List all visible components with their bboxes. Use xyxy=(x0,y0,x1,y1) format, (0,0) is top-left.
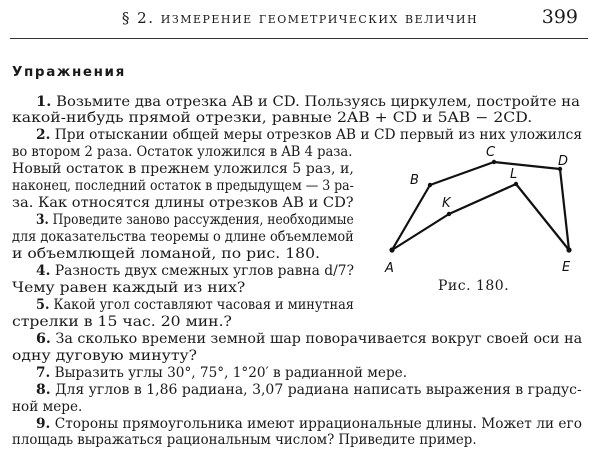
exercise-line-text: наконец, последний остаток в предыдущем — 3 ра- xyxy=(12,178,354,194)
point-e xyxy=(566,247,571,252)
exercise-line-text: Выразить углы 30°, 75°, 1°20′ в радианной мере. xyxy=(50,365,408,381)
exercise-number: 8. xyxy=(36,382,51,398)
exercise-number: 1. xyxy=(36,94,52,110)
label-b: B xyxy=(410,173,419,188)
exercise-number: 6. xyxy=(36,331,51,347)
exercise-line-text: и объемлющей ломаной, по рис. 180. xyxy=(12,246,321,262)
exercise-line xyxy=(36,365,407,382)
label-a: A xyxy=(385,261,394,276)
exercise-number: 4. xyxy=(36,263,51,279)
exercise-line-text: Проведите заново рассуждения, необходимые xyxy=(48,212,354,228)
exercise-line-text: одну дуговую минуту? xyxy=(12,348,198,364)
figure-caption: Рис. 180. xyxy=(438,278,510,294)
exercise-number: 5. xyxy=(36,297,50,313)
exercise-line-text: Новый остаток в прежнем уложился 5 раз, и, xyxy=(12,161,354,177)
exercise-line xyxy=(12,161,354,178)
exercise-number: 7. xyxy=(36,365,51,381)
exercise-line-text: во втором 2 раза. Остаток уложился в AB 4 раза. xyxy=(12,144,353,160)
exercise-line xyxy=(36,382,582,399)
exercise-line xyxy=(12,348,197,365)
point-a xyxy=(389,247,394,252)
exercise-number: 3. xyxy=(36,212,49,228)
exercises-heading: Упражнения xyxy=(12,64,126,80)
exercise-line-text: ной мере. xyxy=(12,399,83,415)
exercise-line xyxy=(12,178,354,195)
exercise-line xyxy=(12,432,477,449)
exercise-line xyxy=(12,144,352,161)
exercise-line xyxy=(12,399,82,416)
exercise-line-text: При отыскании общей меры отрезков AB и CD первый из них уложился xyxy=(50,127,583,143)
section-title: § 2. измерение геометрических величин xyxy=(121,9,479,27)
page-number: 399 xyxy=(541,6,578,28)
exercise-number: 2. xyxy=(36,127,51,143)
exercise-line xyxy=(12,314,232,331)
point-l xyxy=(514,182,518,186)
exercise-line-text: За сколько времени земной шар поворачивается вокруг своей оси на xyxy=(50,331,583,347)
exercise-line-text: Какой угол составляют часовая и минутная xyxy=(49,297,354,313)
point-c xyxy=(492,160,496,164)
exercise-line xyxy=(12,246,320,263)
exercise-line xyxy=(36,212,354,229)
exercise-line xyxy=(12,280,245,297)
exercise-line-text: за. Как относятся длины отрезков AB и CD? xyxy=(12,195,354,211)
exercise-line-text: Чему равен каждый из них? xyxy=(12,280,246,296)
exercise-line xyxy=(12,110,532,127)
inner-broken-line xyxy=(392,184,569,250)
exercise-line-text: для доказательства теоремы о длине объемлемой xyxy=(12,229,354,245)
point-b xyxy=(428,183,432,187)
label-d: D xyxy=(558,154,569,169)
exercise-line-text: Возьмите два отрезка AB и CD. Пользуясь циркулем, постройте на xyxy=(51,94,580,110)
figure-180-broken-lines xyxy=(372,132,592,282)
label-c: C xyxy=(486,145,496,160)
header-rule xyxy=(10,38,588,39)
exercise-line-text: Для углов в 1,86 радиана, 3,07 радиана написать выражения в градус- xyxy=(50,382,582,398)
exercise-line-text: площадь выражаться рациональным числом? Приведите пример. xyxy=(12,432,477,448)
exercise-line-text: Стороны прямоугольника имеют иррациональные длины. Может ли его xyxy=(50,416,582,432)
exercise-line-text: стрелки в 15 час. 20 мин.? xyxy=(12,314,232,330)
exercise-number: 9. xyxy=(36,416,51,432)
exercise-line-text: какой-нибудь прямой отрезки, равные 2AB + CD и 5AB − 2CD. xyxy=(12,110,533,126)
point-k xyxy=(447,212,451,216)
exercise-line xyxy=(12,229,354,246)
exercise-line xyxy=(36,331,582,348)
page-header xyxy=(0,6,600,32)
exercise-line xyxy=(36,263,354,280)
exercise-line xyxy=(36,416,582,433)
label-l: L xyxy=(510,167,518,182)
label-k: K xyxy=(442,196,451,211)
label-e: E xyxy=(562,260,571,275)
exercise-line xyxy=(12,195,354,212)
exercise-line-text: Разность двух смежных углов равна d/7? xyxy=(50,263,354,279)
exercise-line xyxy=(36,297,354,314)
exercise-line xyxy=(36,94,580,111)
